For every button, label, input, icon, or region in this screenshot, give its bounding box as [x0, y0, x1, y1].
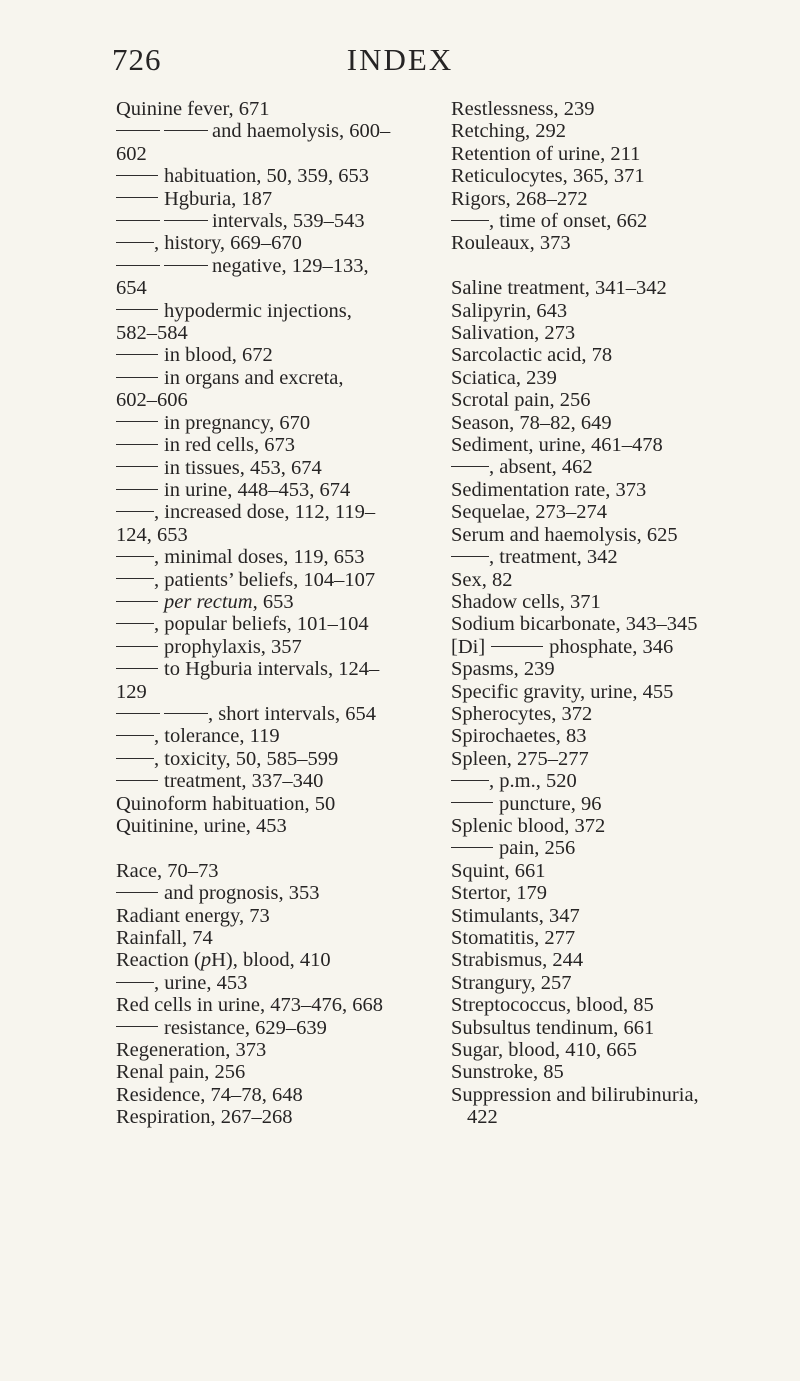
- entry-term: 582–584: [116, 322, 188, 345]
- entry-text: in urine, 448–453, 674: [164, 478, 351, 501]
- page-number: 726: [112, 42, 162, 77]
- entry-text: , patients’ beliefs, 104–107: [154, 568, 376, 591]
- ditto-dash: [451, 556, 489, 557]
- index-entry: [451, 658, 796, 680]
- index-entry: [451, 748, 796, 770]
- entry-term: Sarcolactic acid, 78: [451, 344, 613, 367]
- index-entry: [451, 882, 796, 904]
- index-entry: [451, 165, 796, 187]
- entry-term: Suppression and bilirubinuria,: [451, 1083, 699, 1106]
- entry-term: Saline treatment, 341–342: [451, 277, 667, 300]
- entry-term: Sunstroke, 85: [451, 1061, 564, 1084]
- index-subentry: [116, 232, 451, 254]
- index-entry: [116, 322, 451, 344]
- index-entry: [451, 120, 796, 142]
- index-subentry: [116, 725, 451, 747]
- index-entry: [451, 681, 796, 703]
- index-subentry: [451, 793, 796, 815]
- index-entry: [116, 277, 451, 299]
- entry-text: H), blood, 410: [211, 949, 331, 972]
- ditto-dash: [116, 130, 160, 131]
- entry-term: Spleen, 275–277: [451, 747, 589, 770]
- index-entry: [451, 344, 796, 366]
- running-head: INDEX: [346, 42, 454, 77]
- index-subentry: [116, 546, 451, 568]
- entry-term: Radiant energy, 73: [116, 904, 270, 927]
- ditto-dash: [116, 758, 154, 759]
- index-entry: [451, 389, 796, 411]
- index-subentry: [116, 748, 451, 770]
- entry-text: , treatment, 342: [489, 546, 618, 569]
- index-entry: [116, 524, 451, 546]
- index-entry: [116, 949, 451, 971]
- index-entry: [116, 1061, 451, 1083]
- entry-text: in organs and excreta,: [164, 366, 344, 389]
- index-entry: [116, 143, 451, 165]
- index-subentry: [116, 367, 451, 389]
- index-subentry: [451, 546, 796, 568]
- entry-text: Hgburia, 187: [164, 187, 273, 210]
- entry-text: , 653: [252, 590, 294, 613]
- ditto-dash: [116, 421, 158, 422]
- entry-text: puncture, 96: [499, 792, 602, 815]
- index-subentry: [116, 479, 451, 501]
- ditto-dash: [116, 511, 154, 512]
- index-entry: [451, 703, 796, 725]
- ditto-dash: [116, 377, 158, 378]
- index-entry: [451, 98, 796, 120]
- section-gap: [116, 837, 451, 859]
- entry-term: Strangury, 257: [451, 971, 572, 994]
- index-entry: [451, 1106, 796, 1128]
- entry-term: Spirochaetes, 83: [451, 725, 587, 748]
- index-entry: [451, 725, 796, 747]
- entry-term: Red cells in urine, 473–476, 668: [116, 994, 384, 1017]
- index-subentry: [116, 1017, 451, 1039]
- ditto-dash: [116, 265, 160, 266]
- ditto-dash: [164, 130, 208, 131]
- index-subentry: [116, 300, 451, 322]
- index-entry: [451, 501, 796, 523]
- index-entry: [451, 300, 796, 322]
- entry-term: Stimulants, 347: [451, 904, 580, 927]
- entry-italic: per rectum: [164, 590, 253, 613]
- entry-term: 129: [116, 680, 147, 703]
- entry-term: 602–606: [116, 389, 188, 412]
- entry-term: Regeneration, 373: [116, 1039, 267, 1062]
- index-subentry: [116, 255, 451, 277]
- entry-term: Salivation, 273: [451, 322, 576, 345]
- index-entry: [451, 524, 796, 546]
- index-entry: [451, 322, 796, 344]
- index-entry: [116, 1039, 451, 1061]
- index-entry: [116, 927, 451, 949]
- entry-term: 124, 653: [116, 523, 188, 546]
- entry-text: , absent, 462: [489, 456, 593, 479]
- entry-term: Race, 70–73: [116, 859, 219, 882]
- ditto-dash: [116, 623, 154, 624]
- entry-term: Reticulocytes, 365, 371: [451, 165, 645, 188]
- index-entry: [451, 143, 796, 165]
- entry-text: , urine, 453: [154, 971, 248, 994]
- section-gap: [451, 255, 796, 277]
- index-subentry: [116, 636, 451, 658]
- index-entry: [451, 277, 796, 299]
- index-subentry: [116, 658, 451, 680]
- entry-term: Season, 78–82, 649: [451, 411, 612, 434]
- index-entry: [451, 1017, 796, 1039]
- index-entry: [116, 1084, 451, 1106]
- ditto-dash: [116, 309, 158, 310]
- entry-term: Sedimentation rate, 373: [451, 478, 647, 501]
- index-entry: [451, 994, 796, 1016]
- index-column-right: [451, 98, 796, 1129]
- entry-term: Rouleaux, 373: [451, 232, 571, 255]
- index-entry: [451, 613, 796, 635]
- index-entry: [451, 972, 796, 994]
- index-entry: [116, 815, 451, 837]
- index-entry: [451, 569, 796, 591]
- index-entry: [116, 994, 451, 1016]
- index-entry: [451, 434, 796, 456]
- entry-text: , time of onset, 662: [489, 210, 648, 233]
- entry-term: Sediment, urine, 461–478: [451, 434, 663, 457]
- entry-term: 654: [116, 277, 147, 300]
- entry-text: and haemolysis, 600–: [212, 120, 391, 143]
- entry-text: resistance, 629–639: [164, 1016, 327, 1039]
- entry-text: , p.m., 520: [489, 770, 577, 793]
- entry-term: Spasms, 239: [451, 658, 555, 681]
- entry-term: Residence, 74–78, 648: [116, 1083, 303, 1106]
- entry-term: Rigors, 268–272: [451, 187, 588, 210]
- ditto-dash: [164, 220, 208, 221]
- index-subentry: [116, 569, 451, 591]
- entry-term: Retention of urine, 211: [451, 142, 641, 165]
- entry-text: treatment, 337–340: [164, 770, 324, 793]
- entry-term: Sex, 82: [451, 568, 513, 591]
- entry-text: and prognosis, 353: [164, 882, 320, 905]
- index-subentry: [116, 882, 451, 904]
- entry-text: phosphate, 346: [549, 635, 674, 658]
- index-subentry: [116, 770, 451, 792]
- index-entry: [116, 1106, 451, 1128]
- index-subentry: [116, 591, 451, 613]
- index-subentry: [116, 613, 451, 635]
- index-entry: [451, 949, 796, 971]
- index-subentry: [116, 501, 451, 523]
- index-entry: [451, 927, 796, 949]
- entry-italic: p: [200, 949, 212, 972]
- index-entry: [451, 860, 796, 882]
- index-subentry: [116, 120, 451, 142]
- ditto-dash: [116, 780, 158, 781]
- index-entry: [451, 412, 796, 434]
- entry-term: Sciatica, 239: [451, 366, 557, 389]
- index-entry: [116, 389, 451, 411]
- index-subentry: [116, 344, 451, 366]
- ditto-dash: [164, 713, 208, 714]
- entry-text: in pregnancy, 670: [164, 411, 311, 434]
- index-subentry: [116, 165, 451, 187]
- index-entry: [451, 815, 796, 837]
- index-subentry: [451, 456, 796, 478]
- entry-term: Spherocytes, 372: [451, 702, 593, 725]
- ditto-dash: [116, 242, 154, 243]
- ditto-dash: [116, 556, 154, 557]
- entry-text: , toxicity, 50, 585–599: [154, 747, 339, 770]
- ditto-dash: [451, 220, 489, 221]
- entry-text: hypodermic injections,: [164, 299, 352, 322]
- entry-term: Splenic blood, 372: [451, 814, 606, 837]
- entry-text: , minimal doses, 119, 653: [154, 546, 365, 569]
- index-subentry: [116, 972, 451, 994]
- entry-term: Sequelae, 273–274: [451, 501, 607, 524]
- entry-term: Quitinine, urine, 453: [116, 815, 287, 837]
- ditto-dash: [116, 444, 158, 445]
- ditto-dash: [116, 713, 160, 714]
- index-subentry: [116, 210, 451, 232]
- index-subentry: [451, 770, 796, 792]
- ditto-dash: [116, 668, 158, 669]
- index-subentry: [451, 210, 796, 232]
- ditto-dash: [116, 354, 158, 355]
- ditto-dash: [116, 1026, 158, 1027]
- ditto-dash: [451, 802, 493, 803]
- index-entry: [451, 1061, 796, 1083]
- index-subentry: [116, 434, 451, 456]
- entry-term: Respiration, 267–268: [116, 1106, 293, 1129]
- entry-text: , short intervals, 654: [208, 702, 376, 725]
- ditto-dash: [116, 489, 158, 490]
- entry-text: , history, 669–670: [154, 232, 302, 255]
- entry-text: , tolerance, 119: [154, 725, 280, 748]
- index-entry: [451, 591, 796, 613]
- entry-text: pain, 256: [499, 837, 576, 860]
- entry-text: in blood, 672: [164, 344, 273, 367]
- entry-term: Quinine fever, 671: [116, 98, 270, 120]
- entry-term: Salipyrin, 643: [451, 299, 568, 322]
- index-column-left: [116, 98, 451, 1129]
- entry-term: Rainfall, 74: [116, 927, 213, 950]
- index-subentry: [116, 457, 451, 479]
- entry-term: Stertor, 179: [451, 882, 547, 905]
- entry-term: Scrotal pain, 256: [451, 389, 591, 412]
- index-entry: [116, 793, 451, 815]
- entry-term: Retching, 292: [451, 120, 567, 143]
- page-header: [0, 42, 800, 82]
- ditto-dash: [116, 197, 158, 198]
- entry-text: to Hgburia intervals, 124–: [164, 658, 380, 681]
- entry-term: Reaction (: [116, 949, 201, 972]
- index-subentry: [451, 837, 796, 859]
- entry-term: Sugar, blood, 410, 665: [451, 1039, 637, 1062]
- index-entry: [451, 188, 796, 210]
- index-entry: [451, 479, 796, 501]
- index-entry: [116, 98, 451, 120]
- entry-text: , popular beliefs, 101–104: [154, 613, 369, 636]
- ditto-dash: [451, 466, 489, 467]
- entry-term: Renal pain, 256: [116, 1061, 246, 1084]
- entry-term: Stomatitis, 277: [451, 927, 576, 950]
- entry-text: negative, 129–133,: [212, 254, 369, 277]
- index-entry: [451, 367, 796, 389]
- ditto-dash: [116, 646, 158, 647]
- index-entry: [116, 860, 451, 882]
- ditto-dash: [116, 601, 158, 602]
- index-entry: [451, 905, 796, 927]
- ditto-dash: [116, 735, 154, 736]
- entry-term: Sodium bicarbonate, 343–345: [451, 613, 698, 636]
- ditto-dash: [116, 982, 154, 983]
- entry-term: Squint, 661: [451, 859, 546, 882]
- entry-text: intervals, 539–543: [212, 210, 365, 233]
- entry-term: Streptococcus, blood, 85: [451, 994, 654, 1017]
- entry-text: , increased dose, 112, 119–: [154, 501, 376, 524]
- index-entry: [451, 1084, 796, 1106]
- index-entry: [451, 1039, 796, 1061]
- entry-term: [Di]: [451, 635, 486, 658]
- ditto-dash: [491, 646, 543, 647]
- entry-term: Serum and haemolysis, 625: [451, 523, 678, 546]
- entry-term: Restlessness, 239: [451, 98, 595, 120]
- ditto-dash: [116, 892, 158, 893]
- index-subentry: [116, 703, 451, 725]
- entry-text: in tissues, 453, 674: [164, 456, 322, 479]
- index-entry: [451, 232, 796, 254]
- entry-term: 422: [467, 1106, 498, 1129]
- index-entry: [116, 681, 451, 703]
- ditto-dash: [451, 780, 489, 781]
- entry-text: habituation, 50, 359, 653: [164, 165, 369, 188]
- ditto-dash: [164, 265, 208, 266]
- ditto-dash: [116, 220, 160, 221]
- entry-text: in red cells, 673: [164, 434, 295, 457]
- entry-term: Specific gravity, urine, 455: [451, 680, 674, 703]
- entry-term: 602: [116, 142, 147, 165]
- index-entry: [116, 905, 451, 927]
- ditto-dash: [116, 466, 158, 467]
- ditto-dash: [116, 175, 158, 176]
- ditto-dash: [451, 847, 493, 848]
- ditto-dash: [116, 578, 154, 579]
- index-entry: [451, 636, 796, 658]
- entry-term: Subsultus tendinum, 661: [451, 1016, 655, 1039]
- index-subentry: [116, 188, 451, 210]
- index-subentry: [116, 412, 451, 434]
- entry-text: prophylaxis, 357: [164, 635, 302, 658]
- entry-term: Strabismus, 244: [451, 949, 584, 972]
- entry-term: Shadow cells, 371: [451, 590, 601, 613]
- entry-term: Quinoform habituation, 50: [116, 792, 336, 815]
